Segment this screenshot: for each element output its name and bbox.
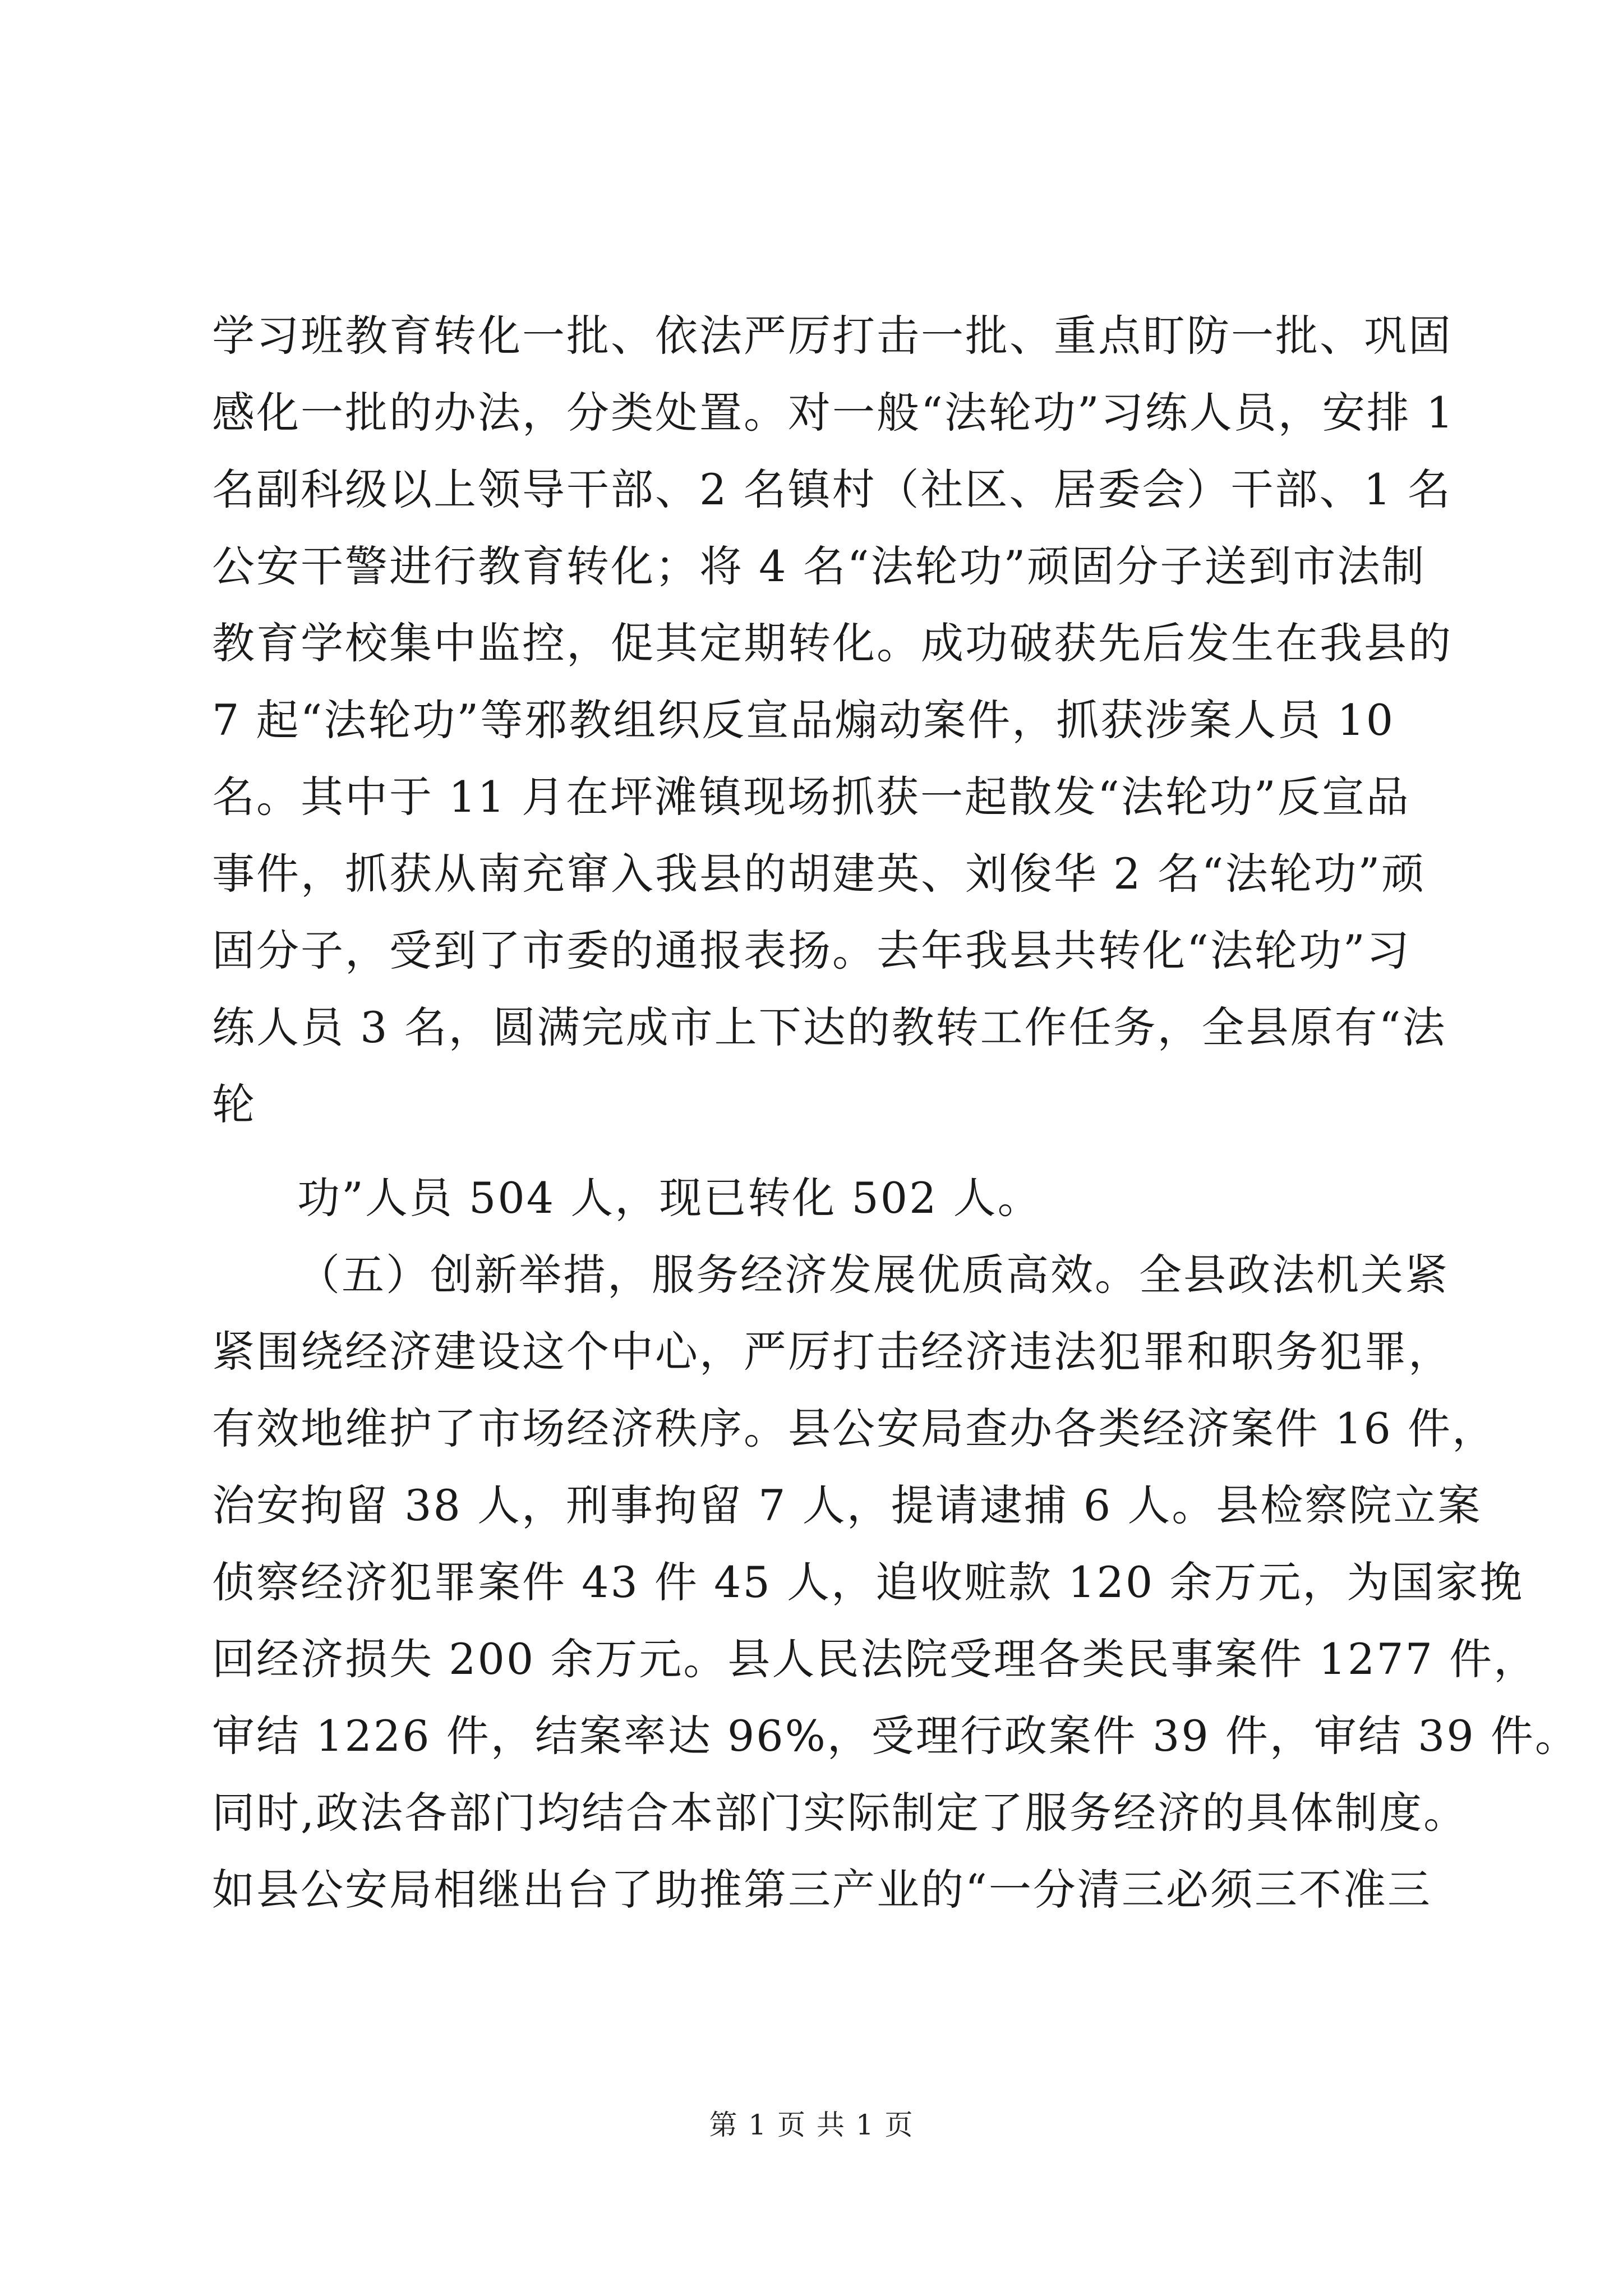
text-line: 审结 1226 件，结案率达 96%，受理行政案件 39 件，审结 39 件。	[212, 1711, 1579, 1761]
text-line: 同时,政法各部门均结合本部门实际制定了服务经济的具体制度。	[212, 1788, 1468, 1838]
text-line: 轮	[212, 1079, 256, 1129]
text-line: 治安拘留 38 人，刑事拘留 7 人，提请逮捕 6 人。县检察院立案	[212, 1480, 1482, 1530]
text-line: 有效地维护了市场经济秩序。县公安局查办各类经济案件 16 件，	[212, 1404, 1497, 1453]
text-line: 名。其中于 11 月在坪滩镇现场抓获一起散发“法轮功”反宣品	[212, 772, 1410, 822]
text-line: 侦察经济犯罪案件 43 件 45 人，追收赃款 120 余万元，为国家挽	[212, 1557, 1524, 1607]
text-line: 感化一批的办法，分类处置。对一般“法轮功”习练人员，安排 1	[212, 388, 1455, 438]
text-line: 回经济损失 200 余万元。县人民法院受理各类民事案件 1277 件，	[212, 1634, 1538, 1684]
text-line: 功”人员 504 人，现已转化 502 人。	[297, 1173, 1042, 1223]
paragraph-block-2	[212, 1159, 1579, 1928]
text-line: 紧围绕经济建设这个中心，严厉打击经济违法犯罪和职务犯罪，	[212, 1327, 1453, 1377]
text-line: 名副科级以上领导干部、2 名镇村（社区、居委会）干部、1 名	[212, 464, 1453, 514]
text-line: 事件，抓获从南充窜入我县的胡建英、刘俊华 2 名“法轮功”顽	[212, 849, 1426, 899]
text-line: 公安干警进行教育转化；将 4 名“法轮功”顽固分子送到市法制	[212, 541, 1426, 591]
text-line: 练人员 3 名，圆满完成市上下达的教转工作任务，全县原有“法	[212, 1002, 1447, 1052]
text-line: 如县公安局相继出台了助推第三产业的“一分清三必须三不准三	[212, 1865, 1432, 1915]
text-line: 教育学校集中监控，促其定期转化。成功破获先后发生在我县的	[212, 618, 1453, 668]
document-body	[212, 297, 1579, 1928]
text-line: 学习班教育转化一批、依法严厉打击一批、重点盯防一批、巩固	[212, 311, 1453, 361]
paragraph-gap	[212, 1143, 1418, 1159]
page-number-footer: 第 1 页 共 1 页	[709, 2109, 914, 2141]
text-line: 7 起“法轮功”等邪教组织反宣品煽动案件，抓获涉案人员 10	[212, 695, 1395, 745]
paragraph-block-1	[212, 297, 1455, 1143]
text-line: 固分子，受到了市委的通报表扬。去年我县共转化“法轮功”习	[212, 926, 1411, 976]
section-heading-line: （五）创新举措，服务经济发展优质高效。全县政法机关紧	[297, 1250, 1449, 1300]
